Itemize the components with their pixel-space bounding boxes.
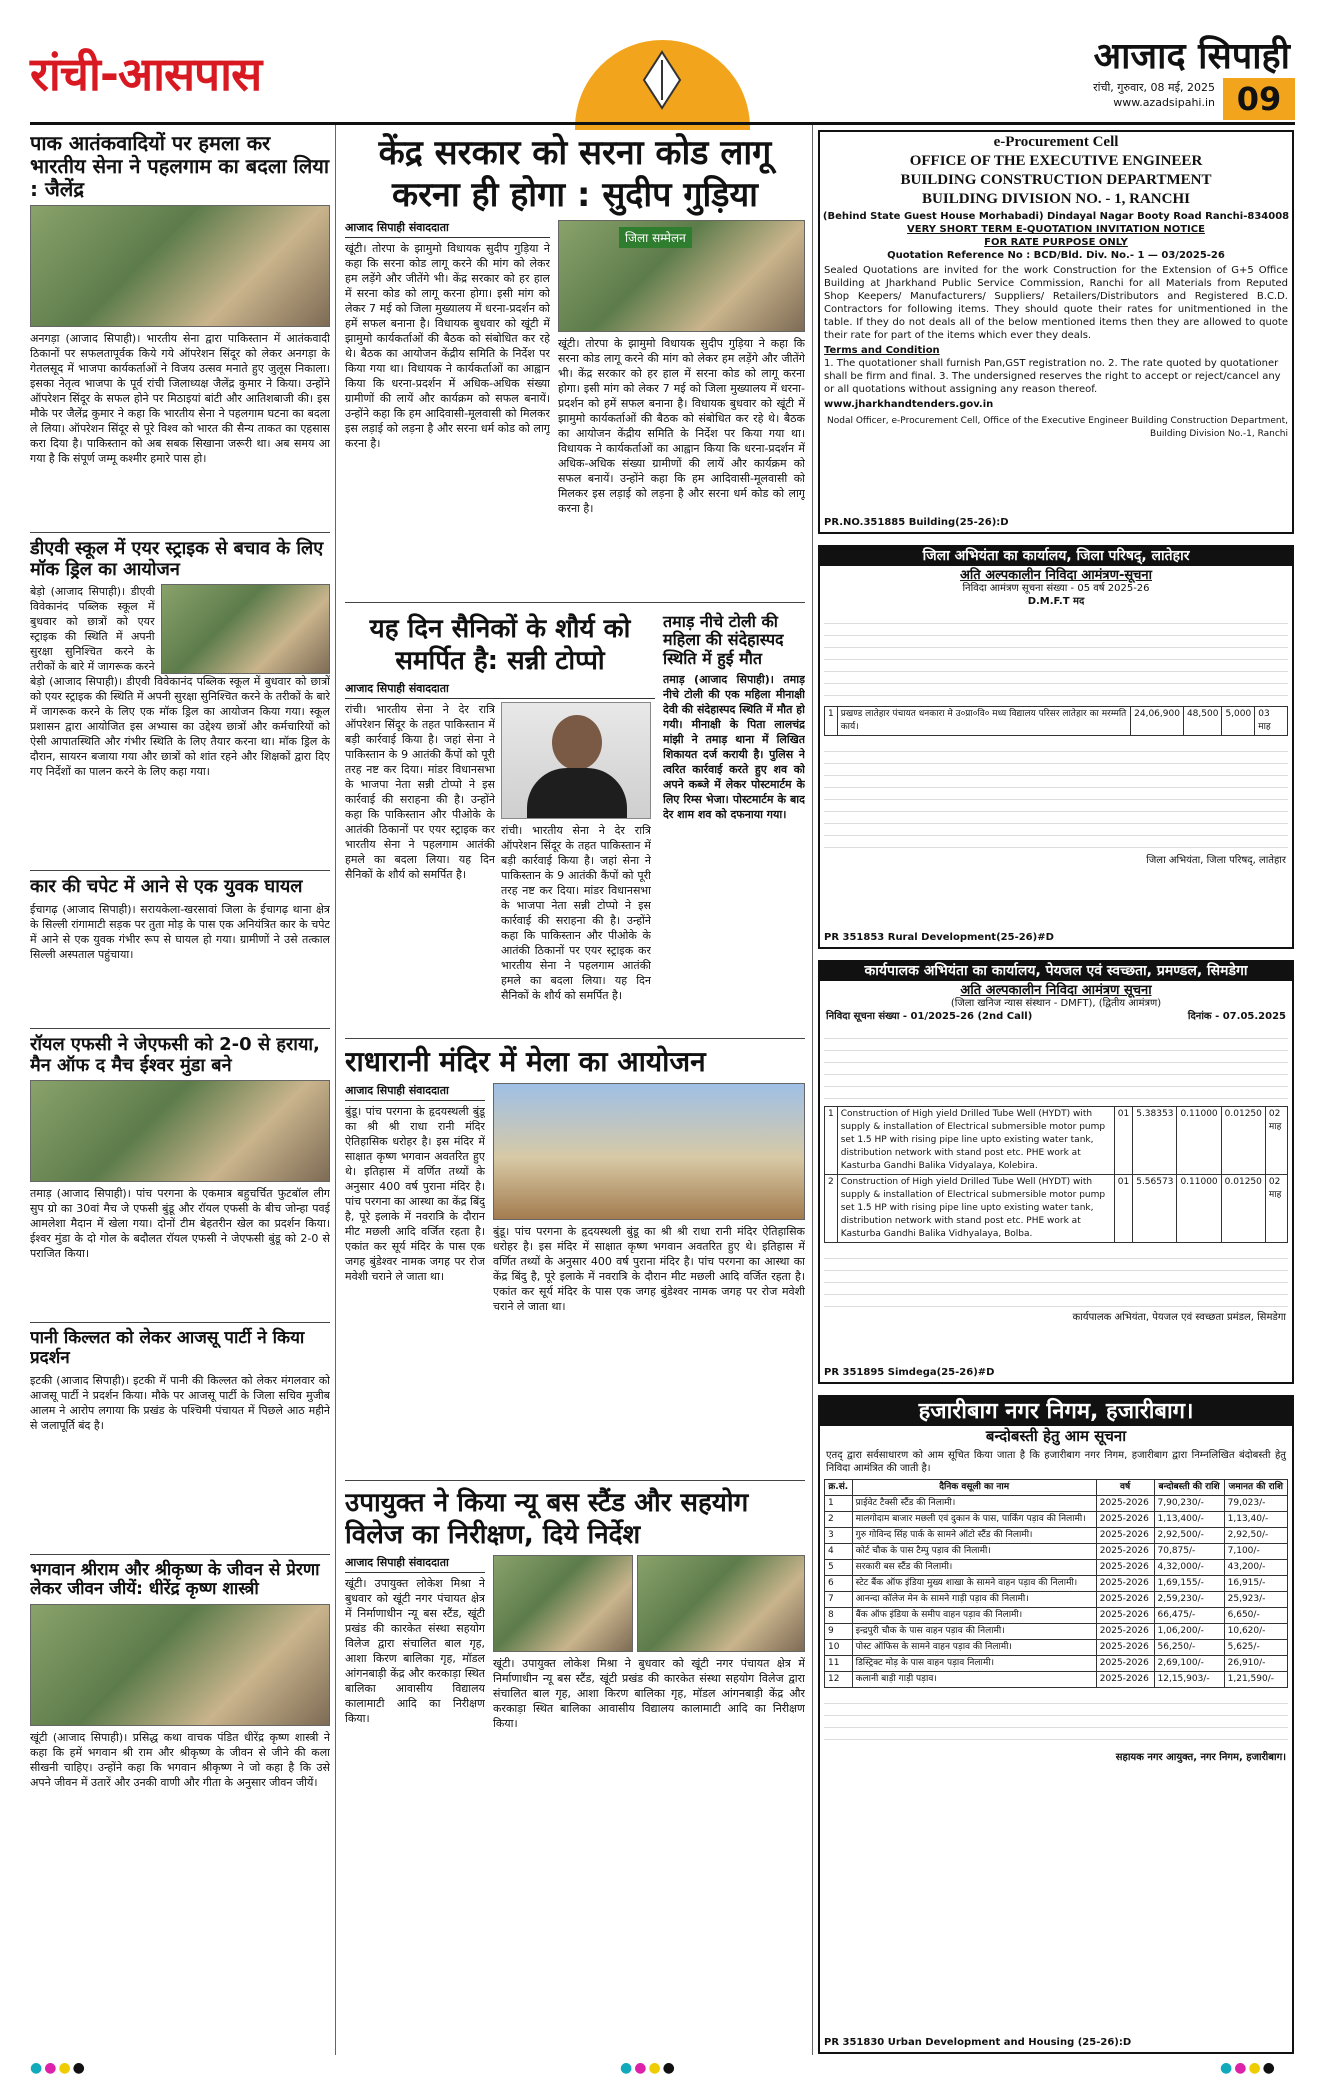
ad-conditions-lines — [824, 1692, 1288, 1747]
ad-title: e-Procurement Cell — [993, 134, 1119, 150]
news-photo — [30, 205, 330, 327]
table-cell: 2025-2026 — [1096, 1608, 1154, 1624]
table-cell: 2025-2026 — [1096, 1624, 1154, 1640]
story-headline: भगवान श्रीराम और श्रीकृष्ण के जीवन से प्रेरणा लेकर जीवन जीयें: धीरेंद्र कृष्ण शास्त्री — [30, 1559, 320, 1600]
divider — [345, 1038, 805, 1039]
ad-schedule-lines — [824, 612, 1288, 702]
tender-ad-building — [818, 130, 1294, 534]
tender-ad-latehar — [818, 545, 1294, 949]
story-headline: राधारानी मंदिर में मेला का आयोजन — [345, 1045, 706, 1079]
table-cell: Construction of High yield Drilled Tube Well (HYDT) with supply & installation of Electrical submersible motor pump set 1.5 HP with rising pipe line upto existing water tank, distribution network with stand post etc. PHE work at Kasturba Gandhi Balika Vidyalaya, Kolebira. — [837, 1107, 1114, 1175]
ad-conditions-lines — [824, 1247, 1288, 1307]
table-row — [825, 1107, 1288, 1175]
ad-pr: PR 351830 Urban Development and Housing (25-26):D — [824, 2037, 1132, 2048]
story-body-cont: बुंडू। पांच परगना के हृदयस्थली बुंडू का श्री श्री राधा रानी मंदिर ऐतिहासिक धरोहर है। इस मंदिर में साक्षात कृष्ण भगवान अवतरित हुए थे। इतिहास में वर्णित तथ्यों के अनुसार 400 वर्ष पुराना मंदिर है। पांच परगना का आस्था का केंद्र बिंदु है, पूरे इलाके में नवरात्रि के दौरान मीट मछली आदि वर्जित रहता है। एकांत कर सूर्य मंदिर के पास एक जगह बुंडेश्वर नामक जगह पर रोज मवेशी चराने ले जाता था। — [493, 1225, 805, 1314]
story-body-cont: खूंटी। उपायुक्त लोकेश मिश्रा ने बुधवार को खूंटी नगर पंचायत क्षेत्र में निर्माणाधीन न्यू बस स्टैंड, खूंटी प्रखंड की कारकेत संस्था सहयोग विलेज द्वारा संचालित बाल गृह, आशा किरण बालिका गृह, मॉडल आंगनबाड़ी केंद्र और करकाड़ा स्थित बालिका आवासीय विद्यालय कालामाटी आदि का निरीक्षण किया। — [493, 1657, 805, 1731]
table-cell: 2,69,100/- — [1154, 1656, 1224, 1672]
table-cell: 0.01250 — [1221, 1175, 1265, 1243]
table-row — [825, 1576, 1288, 1592]
table-row — [825, 1496, 1288, 1512]
table-cell: 24,06,900 — [1131, 707, 1184, 736]
ad-conditions-lines — [824, 740, 1288, 850]
table-cell: 3 — [825, 1528, 853, 1544]
table-cell: गुरु गोविन्द सिंह पार्क के सामने ऑटो स्टैंड की निलामी। — [852, 1528, 1096, 1544]
news-photo — [161, 584, 330, 674]
table-cell: 43,200/- — [1224, 1560, 1287, 1576]
ad-dept: BUILDING CONSTRUCTION DEPARTMENT — [900, 172, 1212, 188]
table-cell: 02 माह — [1265, 1107, 1287, 1175]
table-cell: स्टेट बैंक ऑफ इंडिया मुख्य शाखा के सामने वाहन पड़ाव की निलामी। — [852, 1576, 1096, 1592]
divider — [30, 870, 330, 871]
ad-footer: जिला अभियंता, जिला परिषद्, लातेहार — [1146, 855, 1286, 866]
ad-title: हजारीबाग नगर निगम, हजारीबाग। — [820, 1397, 1292, 1426]
temple-photo — [493, 1083, 805, 1220]
left-column — [30, 128, 330, 2053]
table-header: दैनिक वसूली का नाम — [852, 1480, 1096, 1496]
column-divider — [812, 125, 813, 2055]
ad-notice: VERY SHORT TERM E-QUOTATION INVITATION NOTICE — [907, 224, 1205, 235]
table-cell: 7,90,230/- — [1154, 1496, 1224, 1512]
table-cell: 5.56573 — [1133, 1175, 1177, 1243]
story-headline: पाक आतंकवादियों पर हमला कर भारतीय सेना ने पहलगाम का बदला लिया : जैलेंद्र — [30, 131, 330, 201]
tender-ad-hazaribagh — [818, 1395, 1294, 2054]
ad-footer: कार्यपालक अभियंता, पेयजल एवं स्वच्छता प्रमंडल, सिमडेगा — [1072, 1312, 1286, 1323]
table-cell: 16,915/- — [1224, 1576, 1287, 1592]
color-registration-dots: ●●●● — [1220, 2060, 1277, 2076]
table-cell: पोस्ट ऑफिस के सामने वाहन पड़ाव की निलामी। — [852, 1640, 1096, 1656]
byline: आजाद सिपाही संवाददाता — [345, 681, 655, 699]
table-cell: आनन्दा कॉलेज मेन के सामने गाड़ी पड़ाव की निलामी। — [852, 1592, 1096, 1608]
table-cell: डिस्ट्रिक्ट मोड़ के पास वाहन पड़ाव निलामी। — [852, 1656, 1096, 1672]
table-row — [825, 1512, 1288, 1528]
lead-body-cont: खूंटी। तोरपा के झामुमो विधायक सुदीप गुड़िया ने कहा कि सरना कोड लागू करने की मांग को लेकर हम लड़ेंगे और जीतेंगे भी। केंद्र सरकार को हर हाल में सरना कोड को लागू करना होगा। इसी मांग को लेकर 7 मई को जिला मुख्यालय में धरना-प्रदर्शन को हमें सफल बनाना है। विधायक बुधवार को खूंटी में झामुमो कार्यकर्ताओं की बैठक को संबोधित कर रहे थे। बैठक का आयोजन केंद्रीय समिति के निर्देश पर किया गया था। विधायक ने कार्यकर्ताओं का आह्वान किया कि धरना-प्रदर्शन में अधिक-अधिक संख्या ग्रामीणों की लायें और कार्यक्रम को सफल बनायें। उन्होंने कहा कि हम आदिवासी-मूलवासी को मिलकर इस लड़ाई को लड़ना है और सरना धर्म कोड को लागू करना है। — [558, 337, 805, 515]
color-registration-dots: ●●●● — [620, 2060, 677, 2076]
page-number: 09 — [1223, 78, 1295, 120]
table-cell: 10,620/- — [1224, 1624, 1287, 1640]
center-column — [345, 128, 805, 2053]
table-cell: 1 — [825, 1107, 838, 1175]
table-cell: सरकारी बस स्टैंड की निलामी। — [852, 1560, 1096, 1576]
ad-office: जिला अभियंता का कार्यालय, जिला परिषद्, लातेहार — [820, 547, 1292, 566]
table-cell: 2,59,230/- — [1154, 1592, 1224, 1608]
section-title: रांची-आसपास — [30, 47, 262, 101]
pen-nib-icon — [640, 50, 685, 110]
ad-division: BUILDING DIVISION NO. - 1, RANCHI — [922, 191, 1190, 207]
story-body: बुंडू। पांच परगना के हृदयस्थली बुंडू का श्री श्री राधा रानी मंदिर ऐतिहासिक धरोहर है। इस मंदिर में साक्षात कृष्ण भगवान अवतरित हुए थे। इतिहास में वर्णित तथ्यों के अनुसार 400 वर्ष पुराना मंदिर है। पांच परगना का आस्था का केंद्र बिंदु है, पूरे इलाके में नवरात्रि के दौरान मीट मछली आदि वर्जित रहता है। एकांत कर सूर्य मंदिर के पास एक जगह बुंडेश्वर नामक जगह पर रोज मवेशी चराने ले जाता था। — [345, 1105, 485, 1284]
ad-pr: PR 351895 Simdega(25-26)#D — [824, 1367, 995, 1378]
table-row — [825, 1592, 1288, 1608]
story-headline: कार की चपेट में आने से एक युवक घायल — [30, 876, 303, 898]
ad-date: दिनांक - 07.05.2025 — [1187, 1011, 1286, 1022]
ad-website: www.jharkhandtenders.gov.in — [824, 399, 994, 410]
table-cell: 5 — [825, 1560, 853, 1576]
byline: आजाद सिपाही संवाददाता — [345, 220, 550, 238]
ad-subtitle: निविदा आमंत्रण सूचना संख्या - 05 वर्ष 2025-26 — [962, 583, 1150, 594]
divider — [345, 1480, 805, 1481]
table-cell: 1,13,40/- — [1224, 1512, 1287, 1528]
news-photo — [30, 1604, 330, 1726]
table-header: बन्दोबस्ती की राशि — [1154, 1480, 1224, 1496]
story-body: तमाड़ (आजाद सिपाही)। तमाड़ नीचे टोली की एक महिला मीनाक्षी देवी की संदेहास्पद स्थिति में मौत हो गयी। मीनाक्षी के पिता लालचंद्र मांझी ने तमाड़ थाना में लिखित शिकायत दर्ज करायी है। पुलिस ने त्वरित कार्रवाई करते हुए शव को अपने कब्जे में लेकर पोस्टमार्टम के लिए रिम्स भेजा। पोस्टमार्टम के बाद देर शाम शव को दफनाया गया। — [663, 673, 805, 822]
divider — [30, 1028, 330, 1029]
table-cell: Construction of High yield Drilled Tube Well (HYDT) with supply & installation of Electrical submersible motor pump set 1.5 HP with rising pipe line upto existing water tank, distribution network with stand post etc. PHE work at Kasturba Gandhi Balika Vidhyalaya, Bolba. — [837, 1175, 1114, 1243]
ad-table — [824, 706, 1288, 736]
table-cell: 6 — [825, 1576, 853, 1592]
story-body-cont: रांची। भारतीय सेना ने देर रात्रि ऑपरेशन सिंदूर के तहत पाकिस्तान में बड़ी कार्रवाई किया है। जहां सेना ने पाकिस्तान के 9 आतंकी कैंपों को पूरी तरह नष्ट कर दिया। मांडर विधानसभा के भाजपा नेता सन्नी टोप्पो ने इस कार्रवाई की सराहना की है। उन्होंने कहा कि पाकिस्तान और पीओके के आतंकी ठिकानों पर एयर स्ट्राइक कर भारतीय सेना ने पहलगाम आतंकी हमले का बदला लिया। यह दिन सैनिकों के शौर्य को समर्पित है। — [501, 824, 651, 1002]
table-cell: 56,250/- — [1154, 1640, 1224, 1656]
news-photo — [493, 1555, 633, 1652]
table-cell: 2,92,500/- — [1154, 1528, 1224, 1544]
table-cell: 7,100/- — [1224, 1544, 1287, 1560]
masthead: आजाद सिपाही — [1093, 35, 1290, 77]
story-headline: तमाड़ नीचे टोली की महिला की संदेहास्पद स्थिति में हुई मौत — [663, 612, 784, 668]
divider — [30, 1554, 330, 1555]
table-cell: 5,000 — [1222, 707, 1255, 736]
table-cell: 2025-2026 — [1096, 1576, 1154, 1592]
table-cell: 70,875/- — [1154, 1544, 1224, 1560]
ad-dmft: D.M.F.T मद — [1027, 596, 1085, 607]
website-text: www.azadsipahi.in — [1113, 96, 1215, 109]
table-header: जमानत की राशि — [1224, 1480, 1287, 1496]
table-row — [825, 1672, 1288, 1688]
table-cell: 10 — [825, 1640, 853, 1656]
ad-address: (Behind State Guest House Morhabadi) Dindayal Nagar Booty Road Ranchi-834008 — [822, 211, 1290, 222]
divider — [30, 532, 330, 533]
story-body: खूंटी। उपायुक्त लोकेश मिश्रा ने बुधवार को खूंटी नगर पंचायत क्षेत्र में निर्माणाधीन न्यू बस स्टैंड, खूंटी प्रखंड की कारकेत संस्था सहयोग विलेज द्वारा संचालित बाल गृह, आशा किरण बालिका गृह, मॉडल आंगनबाड़ी केंद्र और करकाड़ा स्थित बालिका आवासीय विद्यालय कालामाटी आदि का निरीक्षण किया। — [345, 1577, 485, 1726]
table-cell: 1,06,200/- — [1154, 1624, 1224, 1640]
table-cell: 48,500 — [1183, 707, 1222, 736]
table-cell: 01 — [1114, 1175, 1132, 1243]
table-cell: 0.11000 — [1177, 1107, 1221, 1175]
story-headline: पानी किल्लत को लेकर आजसू पार्टी ने किया प्रदर्शन — [30, 1328, 305, 1368]
ad-for-rate: FOR RATE PURPOSE ONLY — [984, 237, 1128, 248]
ad-notice-no: निविदा सूचना संख्या - 01/2025-26 (2nd Call) — [826, 1011, 1033, 1022]
table-cell: 2025-2026 — [1096, 1528, 1154, 1544]
table-row — [825, 1608, 1288, 1624]
date-line — [1093, 80, 1215, 110]
ad-body: Sealed Quotations are invited for the work Construction for the Extension of G+5 Office Building at Jharkhand Public Service Commission, Ranchi for all Materials from Reputed Shop Keepers/ Manufacturers/ Suppliers/ Retailers/Distributors and Registered B.C.D. Contractors for following items. They should quote their rates for unitmentioned in the table. If they do not deals all of the below mentioned items then they are allowed to quote their rate for part of the items which ever they deals. — [824, 265, 1288, 341]
color-registration-dots: ●●●● — [30, 2060, 87, 2076]
table-cell: 66,475/- — [1154, 1608, 1224, 1624]
table-row — [825, 1624, 1288, 1640]
byline: आजाद सिपाही संवाददाता — [345, 1555, 485, 1573]
ad-office: OFFICE OF THE EXECUTIVE ENGINEER — [909, 153, 1203, 169]
table-row — [825, 1640, 1288, 1656]
story-headline: रॉयल एफसी ने जेएफसी को 2-0 से हराया, मैन ऑफ द मैच ईश्वर मुंडा बने — [30, 1034, 320, 1076]
table-cell: 0.11000 — [1177, 1175, 1221, 1243]
table-cell: मालगोदाम बाजार मछली एवं दुकान के पास, पार्किंग पड़ाव की निलामी। — [852, 1512, 1096, 1528]
table-cell: 9 — [825, 1624, 853, 1640]
table-cell: 2025-2026 — [1096, 1672, 1154, 1688]
table-cell: 25,923/- — [1224, 1592, 1287, 1608]
table-cell: 2025-2026 — [1096, 1496, 1154, 1512]
story-body: इटकी (आजाद सिपाही)। इटकी में पानी की किल्लत को लेकर मंगलवार को आजसू पार्टी ने प्रदर्शन किया। मौके पर आजसू पार्टी के जिला सचिव मुजीब आलम ने आरोप लगाया कि प्रखंड के पश्चिमी पंचायत में पिछले आठ महीने से जलापूर्ति बंद है। — [30, 1373, 330, 1432]
table-cell: 1,69,155/- — [1154, 1576, 1224, 1592]
table-row — [825, 1656, 1288, 1672]
ad-table — [824, 1479, 1288, 1688]
story-body: रांची। भारतीय सेना ने देर रात्रि ऑपरेशन सिंदूर के तहत पाकिस्तान में बड़ी कार्रवाई किया है। जहां सेना ने पाकिस्तान के 9 आतंकी कैंपों को पूरी तरह नष्ट कर दिया। मांडर विधानसभा के भाजपा नेता सन्नी टोप्पो ने इस कार्रवाई की सराहना की है। उन्होंने कहा कि पाकिस्तान और पीओके के आतंकी ठिकानों पर एयर स्ट्राइक कर भारतीय सेना ने पहलगाम आतंकी हमले का बदला लिया। यह दिन सैनिकों के शौर्य को समर्पित है। — [345, 703, 495, 881]
table-row — [825, 1544, 1288, 1560]
story-body: बेड़ो (आजाद सिपाही)। डीएवी विवेकानंद पब्लिक स्कूल में बुधवार को छात्रों को एयर स्ट्राइक की स्थिति में अपनी सुरक्षा सुनिश्चित करने के तरीकों के बारे में जागरूक करने के लिए एक मॉक ड्रिल का आयोजन किया गया। स्कूल प्रशासन द्वारा आयोजित इस अभ्यास का उद्देश्य छात्रों और कर्मचारियों को ऐसी आपातस्थिति और गंभीर स्थिति के लिए तैयार करना था। मॉक ड्रिल के दौरान, सायरन बजाया गया और छात्रों को शांत रहने और शिक्षकों द्वारा दिए गए निर्देशों का पालन करने के लिए कहा गया। — [30, 675, 330, 779]
column-divider — [335, 125, 336, 2055]
ad-nodal: Nodal Officer, e-Procurement Cell, Office of the Executive Engineer Building Construction Department, Building Division No.-1, Ranchi — [827, 416, 1288, 439]
ad-office: कार्यपालक अभियंता का कार्यालय, पेयजल एवं स्वच्छता, प्रमण्डल, सिमडेगा — [820, 962, 1292, 981]
table-cell: 6,650/- — [1224, 1608, 1287, 1624]
table-header: वर्ष — [1096, 1480, 1154, 1496]
table-cell: कोर्ट चौक के पास टैम्पु पड़ाव की निलामी। — [852, 1544, 1096, 1560]
table-cell: 1 — [825, 707, 838, 736]
table-cell: 03 माह — [1255, 707, 1288, 736]
table-cell: 2 — [825, 1175, 838, 1243]
ad-terms: 1. The quotationer shall furnish Pan,GST registration no. 2. The rate quoted by quotationer shall be firm and final. 3. The undersigned reserves the right to accept or reject/cancel any or all quotations without assigning any reason thereof. — [824, 358, 1281, 395]
table-cell: 26,910/- — [1224, 1656, 1287, 1672]
table-cell: 2025-2026 — [1096, 1512, 1154, 1528]
date-text: रांची, गुरुवार, 08 मई, 2025 — [1093, 81, 1215, 94]
table-cell: 1,21,590/- — [1224, 1672, 1287, 1688]
table-cell: 2,92,50/- — [1224, 1528, 1287, 1544]
story-body-intro: बेड़ो (आजाद सिपाही)। डीएवी विवेकानंद पब्लिक स्कूल में बुधवार को छात्रों को एयर स्ट्राइक की स्थिति में अपनी सुरक्षा सुनिश्चित करने के तरीकों के बारे में जागरूक करने — [30, 585, 155, 674]
ad-ref: Quotation Reference No : BCD/Bld. Div. No.- 1 — 03/2025-26 — [887, 250, 1225, 261]
lead-photo — [558, 220, 805, 332]
portrait-photo — [501, 702, 651, 819]
story-headline: डीएवी स्कूल में एयर स्ट्राइक से बचाव के लिए मॉक ड्रिल का आयोजन — [30, 538, 324, 580]
table-cell: 4 — [825, 1544, 853, 1560]
ad-title: अति अल्पकालीन निविदा आमंत्रण-सूचना — [959, 568, 1153, 583]
story-body: तमाड़ (आजाद सिपाही)। पांच परगना के एकमात्र बहुचर्चित फुटबॉल लीग सुप ग्रो का 30वां मैच जे एफसी बुंडू और रॉयल एफसी के बीच जोन्हा पवई आमलेशा मैदान में खेला गया। दोनों टीम बेहतरीन खेल का प्रदर्शन किया। ईश्वर मुंडा के दो गोल के बदौलत रॉयल एफसी ने जेएफसी बुंडू को 2-0 से पराजित किया। — [30, 1187, 330, 1261]
divider — [345, 602, 805, 603]
table-cell: 8 — [825, 1608, 853, 1624]
table-cell: बैंक ऑफ इंडिया के समीप वाहन पड़ाव की निलामी। — [852, 1608, 1096, 1624]
table-cell: 2025-2026 — [1096, 1544, 1154, 1560]
ad-schedule-lines — [824, 1027, 1288, 1102]
lead-headline: केंद्र सरकार को सरना कोड लागू करना ही होगा : सुदीप गुड़िया — [378, 133, 772, 215]
table-cell: 1 — [825, 1496, 853, 1512]
story-body: अनगड़ा (आजाद सिपाही)। भारतीय सेना द्वारा पाकिस्तान में आतंकवादी ठिकानों पर सफलतापूर्वक किये गये ऑपरेशन सिंदूर को लेकर अनगड़ा के गेतलसूद में भाजपा कार्यकर्ताओं ने विजय उत्सव मनाते हुए जुलूस निकाला। इसका नेतृत्व भाजपा के पूर्व रांची जिलाध्यक्ष जैलेंद्र कुमार ने किया। उन्होंने ऑपरेशन सिंदूर के सफल होने पर मिठाइयां बांटी और आतिशबाजी की। इस मौके पर जैलेंद्र कुमार ने कहा कि भारतीय सेना ने पहलगाम घटना का बदला ले लिया। ऑपरेशन सिंदूर से पूरे विश्व को भारत की सैन्य ताकत का एहसास करा दिया है। पाकिस्तान को अब सबक सिखाना जरूरी था। अब समय आ गया है कि संपूर्ण जम्मू कश्मीर हमारे पास हो। — [30, 332, 330, 465]
table-cell: 1,13,400/- — [1154, 1512, 1224, 1528]
ad-subtitle: (जिला खनिज न्यास संस्थान - DMFT), (द्वितीय आमंत्रण) — [950, 998, 1162, 1009]
ad-table — [824, 1106, 1288, 1243]
banner-text: जिला सम्मेलन — [619, 227, 692, 248]
tender-ad-simdega — [818, 960, 1294, 1384]
table-cell: 2025-2026 — [1096, 1592, 1154, 1608]
table-cell: 79,023/- — [1224, 1496, 1287, 1512]
table-cell: 0.01250 — [1221, 1107, 1265, 1175]
table-cell: 5,625/- — [1224, 1640, 1287, 1656]
table-row — [825, 1175, 1288, 1243]
divider — [30, 1322, 330, 1323]
ad-intro: एतद् द्वारा सर्वसाधारण को आम सूचित किया जाता है कि हजारीबाग नगर निगम, हजारीबाग द्वारा निम्नलिखित बंदोबस्ती हेतु निविदा आमंत्रित की जाती है। — [826, 1450, 1286, 1474]
story-body: खूंटी (आजाद सिपाही)। प्रसिद्ध कथा वाचक पंडित धीरेंद्र कृष्ण शास्त्री ने कहा कि हमें भगवान श्री राम और श्रीकृष्ण के जीवन से जीने की कला सीखनी चाहिए। उन्होंने कहा कि भगवान श्रीकृष्ण ने जो कहा है कि उसे अपने जीवन में उतारें और उनकी वाणी और गीता के अनुसार जीवन जीयें। — [30, 1730, 330, 1789]
ad-pr: PR 351853 Rural Development(25-26)#D — [824, 932, 1054, 943]
table-cell: 01 — [1114, 1107, 1132, 1175]
ad-pr: PR.NO.351885 Building(25-26):D — [824, 517, 1009, 528]
lead-body: खूंटी। तोरपा के झामुमो विधायक सुदीप गुड़िया ने कहा कि सरना कोड लागू करने की मांग को लेकर हम लड़ेंगे और जीतेंगे भी। केंद्र सरकार को हर हाल में सरना कोड को लागू करना होगा। इसी मांग को लेकर 7 मई को जिला मुख्यालय में धरना-प्रदर्शन को हमें सफल बनाना है। विधायक बुधवार को खूंटी में झामुमो कार्यकर्ताओं की बैठक को संबोधित कर रहे थे। बैठक का आयोजन केंद्रीय समिति के निर्देश पर किया गया था। विधायक ने कार्यकर्ताओं का आह्वान किया कि धरना-प्रदर्शन में अधिक-अधिक संख्या ग्रामीणों की लायें और कार्यक्रम को सफल बनायें। उन्होंने कहा कि हम आदिवासी-मूलवासी को मिलकर इस लड़ाई को लड़ना है और सरना धर्म कोड को लागू करना है। — [345, 242, 550, 450]
table-cell: 5.38353 — [1133, 1107, 1177, 1175]
story-headline: यह दिन सैनिकों के शौर्य को समर्पित है: सन्नी टोप्पो — [369, 614, 631, 676]
table-cell: 4,32,000/- — [1154, 1560, 1224, 1576]
table-header: क्र.सं. — [825, 1480, 853, 1496]
table-cell: कलानी बाड़ी गाड़ी पड़ाव। — [852, 1672, 1096, 1688]
table-cell: 12 — [825, 1672, 853, 1688]
table-cell: 11 — [825, 1656, 853, 1672]
table-cell: 7 — [825, 1592, 853, 1608]
table-cell: 2025-2026 — [1096, 1656, 1154, 1672]
ad-terms-title: Terms and Condition — [824, 345, 940, 356]
ad-subtitle: बन्दोबस्ती हेतु आम सूचना — [985, 1427, 1127, 1445]
table-cell: 2 — [825, 1512, 853, 1528]
table-row — [825, 707, 1288, 736]
ad-title: अति अल्पकालीन निविदा आमंत्रण सूचना — [960, 983, 1152, 998]
table-row — [825, 1528, 1288, 1544]
table-cell: 2025-2026 — [1096, 1560, 1154, 1576]
table-row — [825, 1560, 1288, 1576]
table-cell: प्राईवेट टैक्सी स्टैंड की निलामी। — [852, 1496, 1096, 1512]
header-rule — [30, 122, 1295, 125]
byline: आजाद सिपाही संवाददाता — [345, 1083, 485, 1101]
table-cell: 12,15,903/- — [1154, 1672, 1224, 1688]
story-body: ईचागढ़ (आजाद सिपाही)। सरायकेला-खरसावां जिला के ईचागढ़ थाना क्षेत्र के सिल्ली रांगामाटी सड़क पर तुता मोड़ के पास एक अनियंत्रित कार के चपेट में आने से एक युवक गंभीर रूप से घायल हो गया। ग्रामीणों ने उसे तत्काल सिल्ली अस्पताल पहुंचाया। — [30, 903, 330, 962]
table-cell: प्रखण्ड लातेहार पंचायत धनकारा मे उ०प्रा०वि० मध्य विद्यालय परिसर लातेहार का मरम्मति कार्य। — [837, 707, 1130, 736]
table-cell: 02 माह — [1265, 1175, 1287, 1243]
ad-footer: सहायक नगर आयुक्त, नगर निगम, हजारीबाग। — [1115, 1752, 1286, 1763]
table-cell: 2025-2026 — [1096, 1640, 1154, 1656]
news-photo — [637, 1555, 805, 1652]
story-headline: उपायुक्त ने किया न्यू बस स्टैंड और सहयोग विलेज का निरीक्षण, दिये निर्देश — [345, 1488, 749, 1551]
table-cell: इन्द्रपुरी चौक के पास वाहन पड़ाव की निलामी। — [852, 1624, 1096, 1640]
news-photo — [30, 1080, 330, 1182]
